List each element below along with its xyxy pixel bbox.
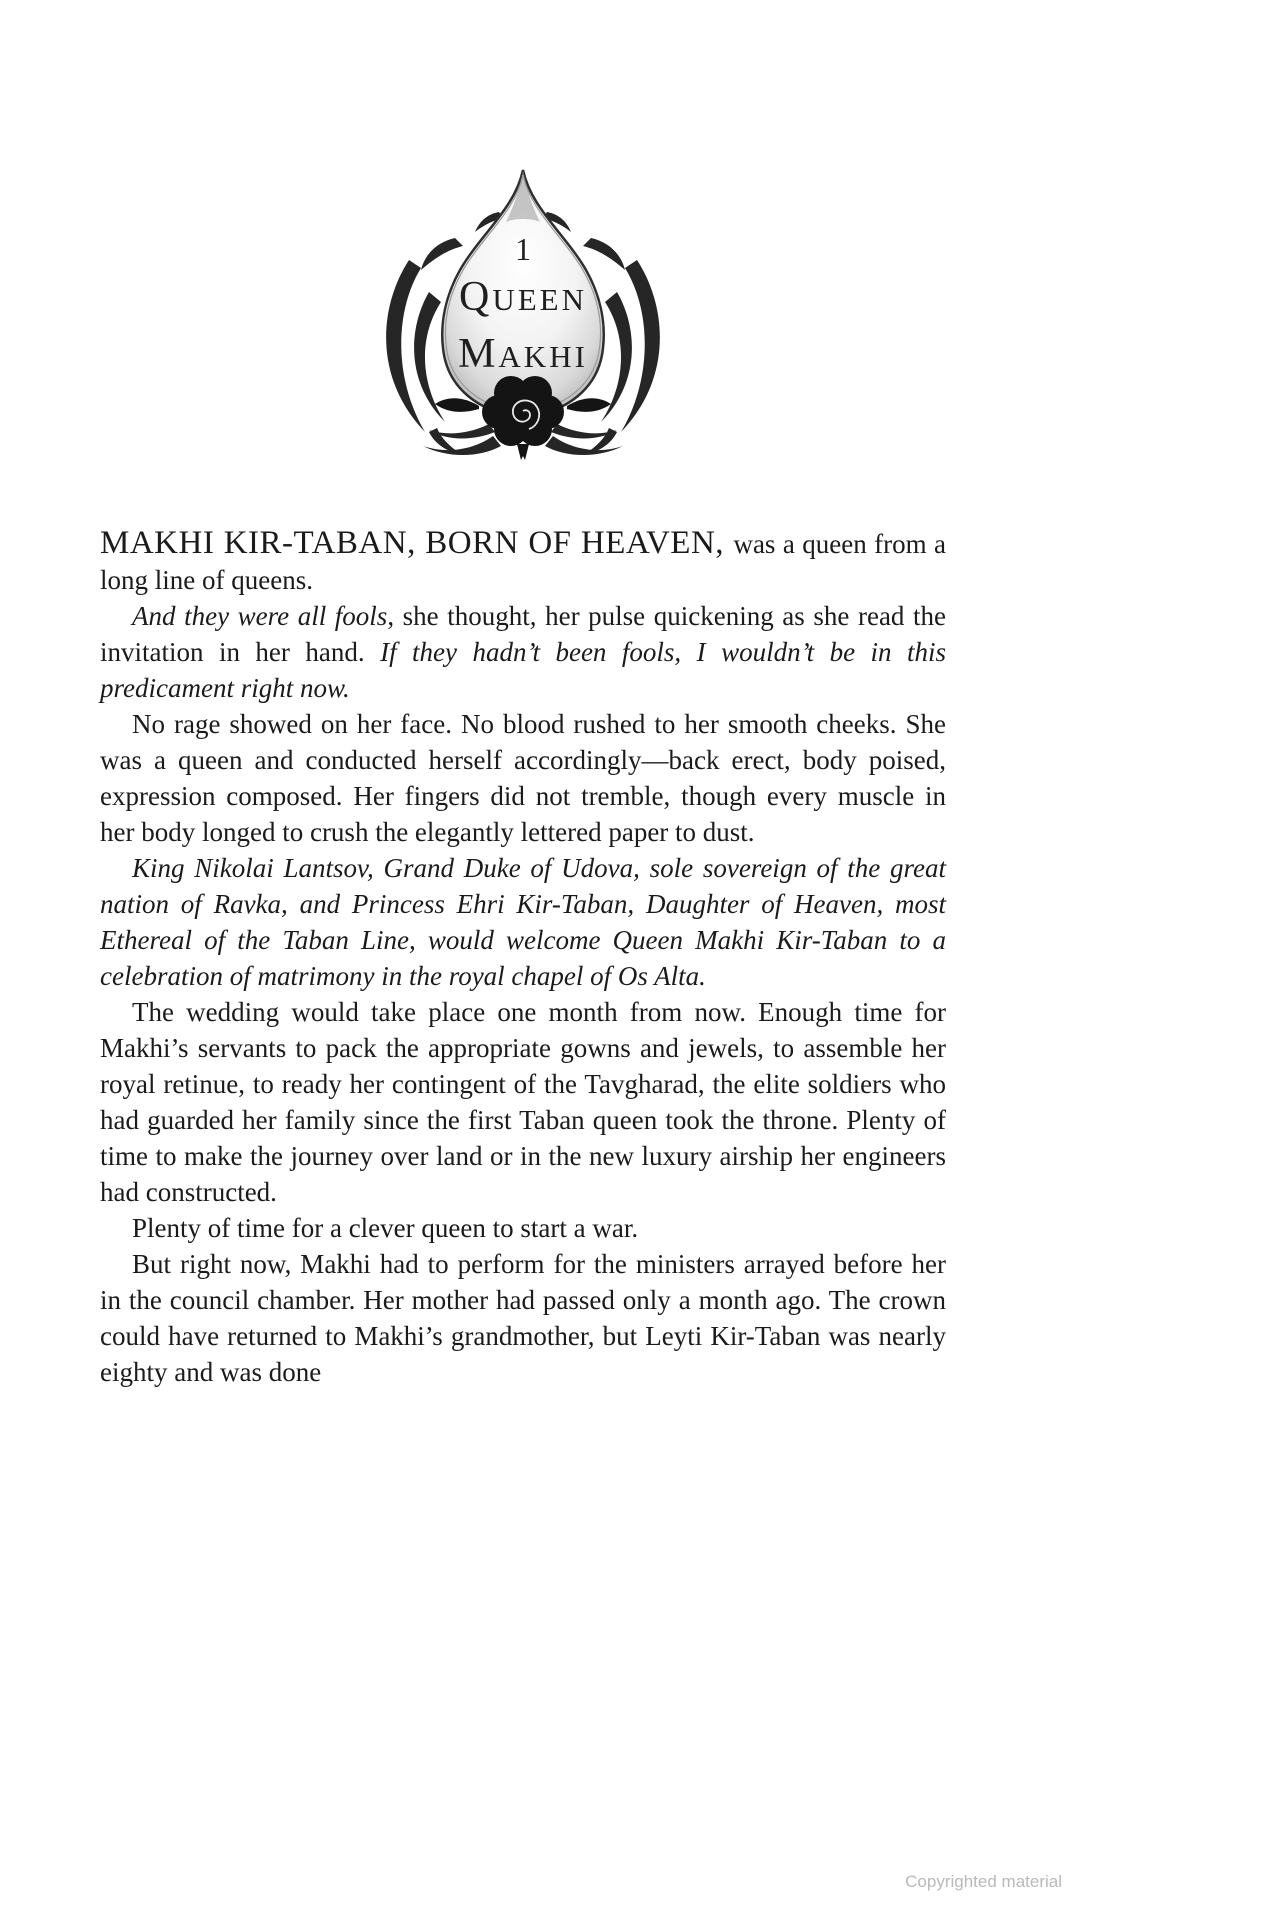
text-run: was a queen from a long line of queens. [100, 529, 946, 595]
title1-rest: UEEN [492, 282, 587, 317]
chapter-emblem-graphic [358, 160, 688, 465]
paragraph [100, 706, 946, 850]
text-run: MAKHI KIR-TABAN, BORN OF HEAVEN, [100, 525, 734, 561]
book-page-content [100, 160, 946, 1390]
title2-initial: M [458, 331, 499, 377]
text-run: If they hadn’t been fools, I wouldn’t be in this predicament right now. [100, 637, 947, 703]
text-run: The wedding would take place one month from now. Enough time for Makhi’s servants to pack the appropriate gowns and jewels, to assemble her royal retinue, to ready her contingent of the Tavgharad, the elite soldiers who had guarded her family since the first Taban queen took the throne. Plenty of time to make the journey over land or in the new luxury airship her engineers had constructed. [100, 997, 946, 1207]
text-run: No rage showed on her face. No blood rushed to her smooth cheeks. She was a queen and conducted herself accordingly—back erect, body poised, expression composed. Her fingers did not tremble, though every muscle in her body longed to crush the elegantly lettered paper to dust. [100, 709, 946, 847]
text-run: , she thought, her pulse quickening as she read the invitation in her hand. [100, 601, 946, 667]
title2-rest: AKHI [498, 339, 588, 374]
paragraph [100, 994, 946, 1210]
body-text [100, 525, 946, 1390]
chapter-emblem [358, 160, 688, 465]
text-run: And they were all fools [132, 601, 388, 631]
paragraph [100, 525, 946, 598]
text-run: But right now, Makhi had to perform for the ministers arrayed before her in the council chamber. Her mother had passed only a month ago. The crown could have returned to Makhi’s grandmother, but Leyti Kir-Taban was nearly eighty and was done [100, 1249, 946, 1387]
copyright-notice: Copyrighted material [905, 1872, 1062, 1891]
paragraph [100, 598, 946, 706]
text-run: King Nikolai Lantsov, Grand Duke of Udova, sole sovereign of the great nation of Ravka, and Princess Ehri Kir-Taban, Daughter of Heaven, most Ethereal of the Taban Line, would welcome Queen Makhi Kir-Taban to a celebration of matrimony in the royal chapel of Os Alta. [100, 853, 946, 991]
text-run: Plenty of time for a clever queen to start a war. [132, 1213, 639, 1243]
dome-spike-shade [506, 170, 540, 222]
paragraph [100, 850, 946, 994]
paragraph [100, 1210, 946, 1246]
paragraph [100, 1246, 946, 1390]
title1-initial: Q [459, 274, 493, 320]
chapter-number: 1 [515, 231, 531, 267]
